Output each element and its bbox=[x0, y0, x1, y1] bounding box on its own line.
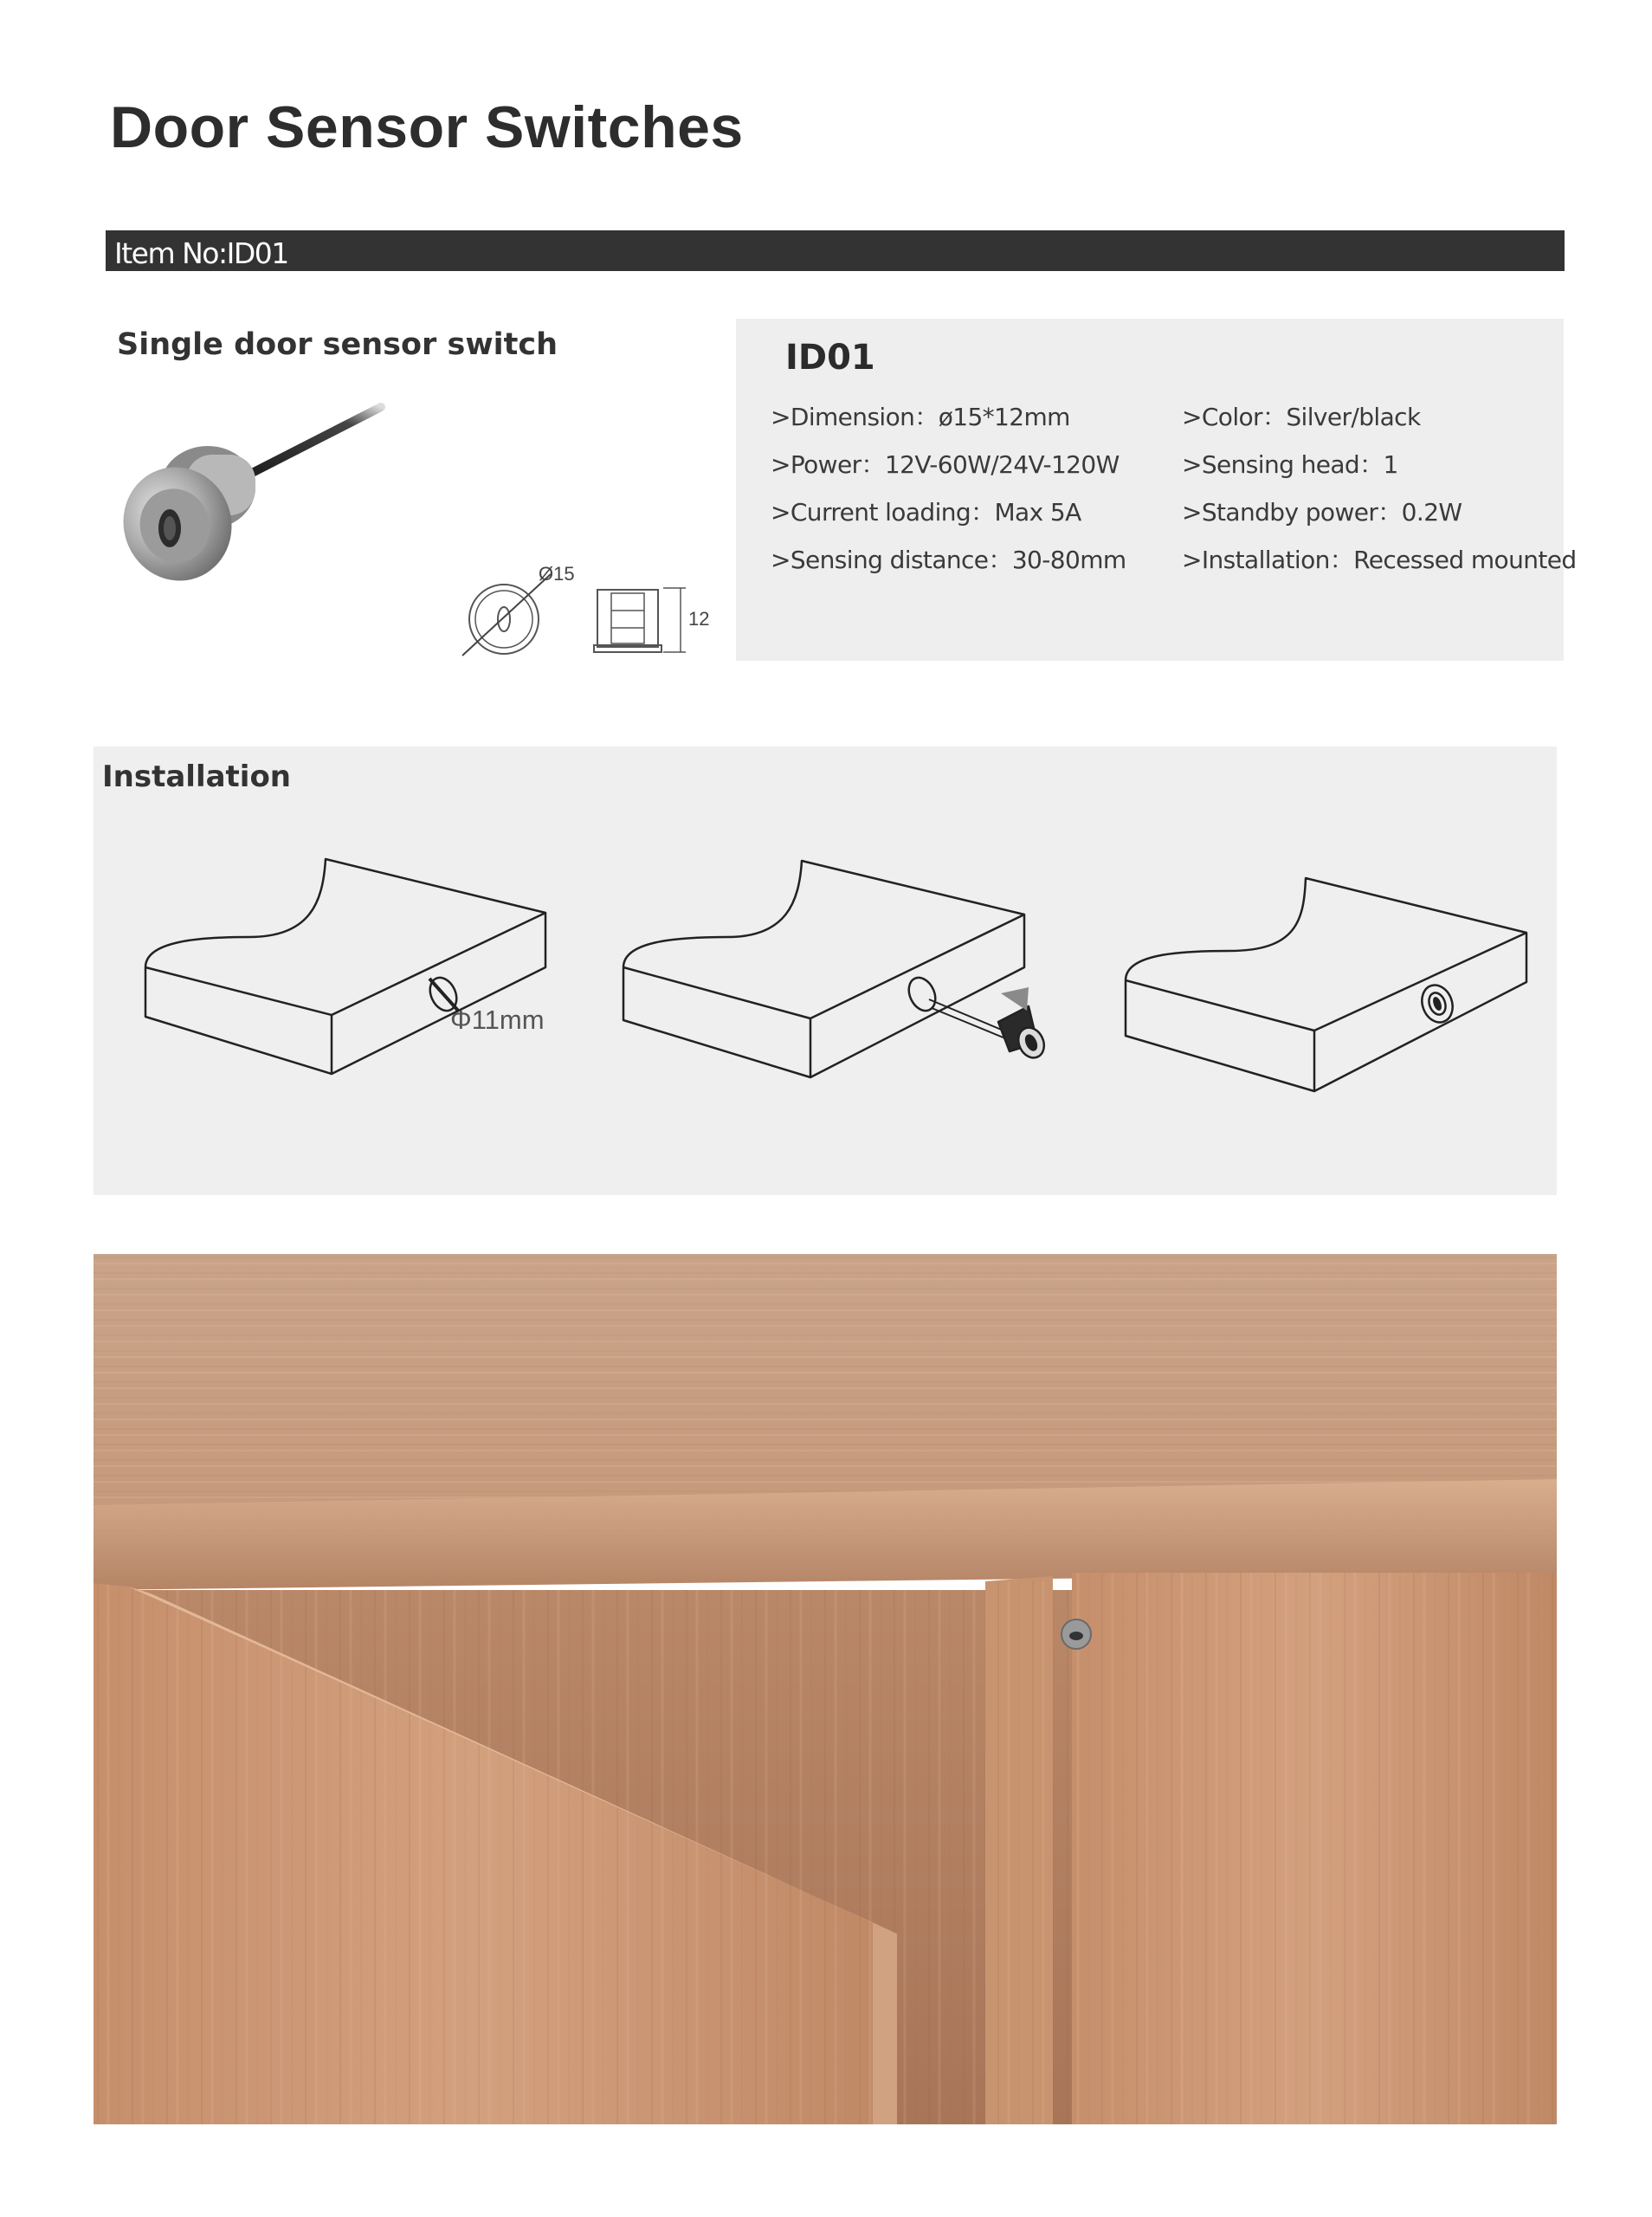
spec-panel bbox=[736, 319, 1577, 661]
height-label: 12 bbox=[688, 608, 710, 630]
page-title: Door Sensor Switches bbox=[110, 94, 744, 160]
product-subtitle: Single door sensor switch bbox=[117, 327, 558, 362]
spec-power: >Power：12V-60W/24V-120W bbox=[771, 450, 1120, 479]
diameter-label: Ø15 bbox=[539, 563, 575, 585]
sensor-product-image bbox=[113, 394, 407, 611]
item-number-label: Item No:ID01 bbox=[114, 236, 288, 270]
spec-dimension: >Dimension：ø15*12mm bbox=[771, 403, 1070, 431]
installation-diagram bbox=[94, 747, 1557, 1195]
hole-diameter-label: Φ11mm bbox=[450, 1005, 545, 1035]
spec-sensing-head: >Sensing head：1 bbox=[1182, 450, 1398, 479]
dimension-drawing bbox=[459, 559, 719, 671]
item-number-bar bbox=[106, 230, 1565, 271]
install-step-1 bbox=[145, 859, 545, 1074]
spec-current-loading: >Current loading：Max 5A bbox=[771, 498, 1081, 527]
spec-sensing-distance: >Sensing distance：30-80mm bbox=[771, 546, 1126, 574]
install-step-2 bbox=[623, 861, 1049, 1077]
spec-color: >Color：Silver/black bbox=[1182, 403, 1421, 431]
spec-model: ID01 bbox=[785, 338, 875, 378]
installation-panel bbox=[94, 747, 1557, 1195]
spec-standby-power: >Standby power：0.2W bbox=[1182, 498, 1462, 527]
installation-title: Installation bbox=[102, 759, 292, 794]
cabinet-installation-photo bbox=[94, 1254, 1557, 2124]
install-step-3 bbox=[1126, 878, 1526, 1091]
spec-installation: >Installation：Recessed mounted bbox=[1182, 546, 1577, 574]
